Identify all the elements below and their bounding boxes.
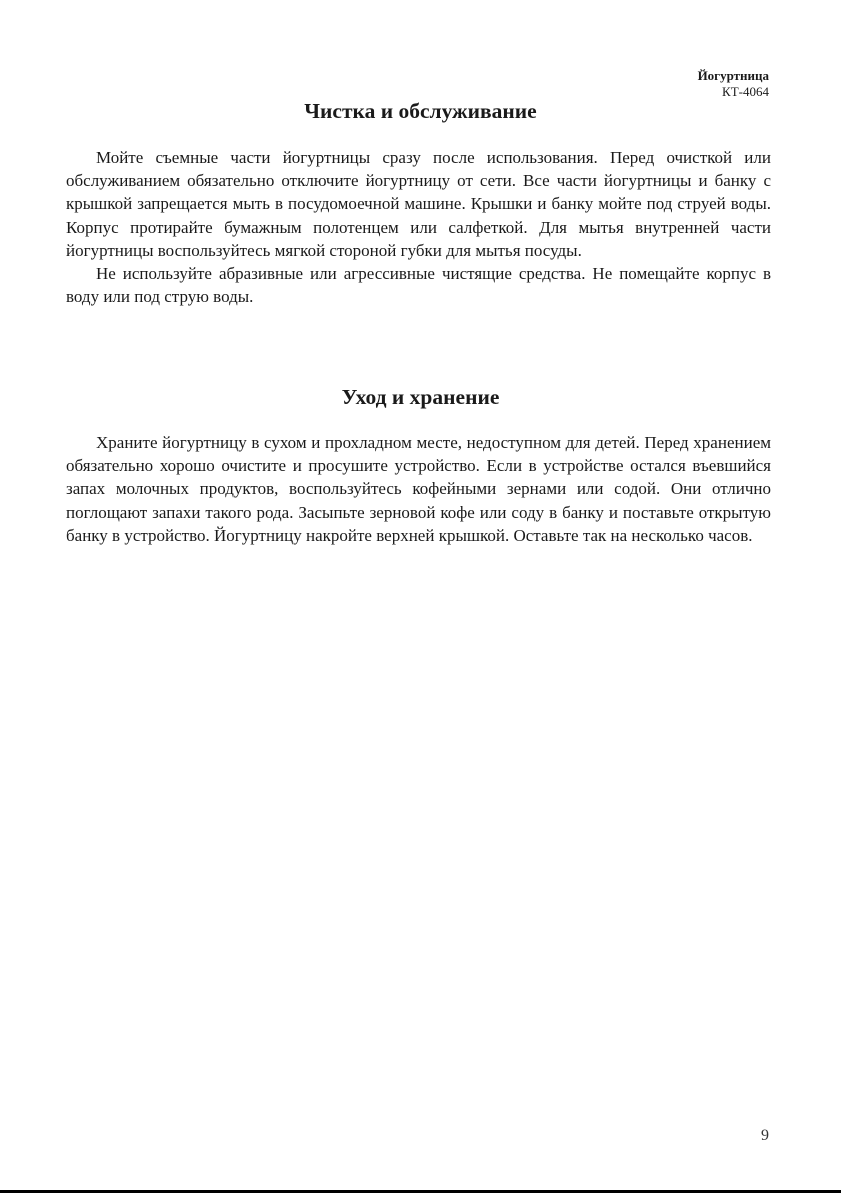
section-body-storage	[66, 431, 771, 547]
header-product-name: Йогуртница	[697, 68, 769, 83]
paragraph: Не используйте абразивные или агрессивные чистящие средства. Не помещайте корпус в воду или под струю воды.	[66, 264, 771, 307]
page-number: 9	[761, 1127, 769, 1144]
section-title-storage: Уход и хранение	[341, 385, 500, 409]
running-header	[698, 68, 769, 100]
header-model-number: КТ-4064	[722, 84, 769, 99]
section-title-cleaning: Чистка и обслуживание	[304, 99, 537, 123]
paragraph: Храните йогуртницу в сухом и прохладном месте, недоступном для детей. Перед хранением обязательно хорошо очистите и просушите устройство. Если в устройстве остался въевшийся запах молочных продуктов, воспользуйтесь кофейными зернами или содой. Они отлично поглощают запахи такого рода. Засыпьте зерновой кофе или соду в банку и поставьте открытую банку в устройство. Йогуртницу накройте верхней крышкой. Оставьте так на несколько часов.	[66, 433, 771, 545]
section-body-cleaning	[66, 146, 771, 308]
paragraph: Мойте съемные части йогуртницы сразу после использования. Перед очисткой или обслуживанием обязательно отключите йогуртницу от сети. Все части йогуртницы и банку с крышкой запрещается мыть в посудомоечной машине. Крышки и банку мойте под струей воды. Корпус протирайте бумажным полотенцем или салфеткой. Для мытья внутренней части йогуртницы воспользуйтесь мягкой стороной губки для мытья посуды.	[66, 148, 771, 260]
